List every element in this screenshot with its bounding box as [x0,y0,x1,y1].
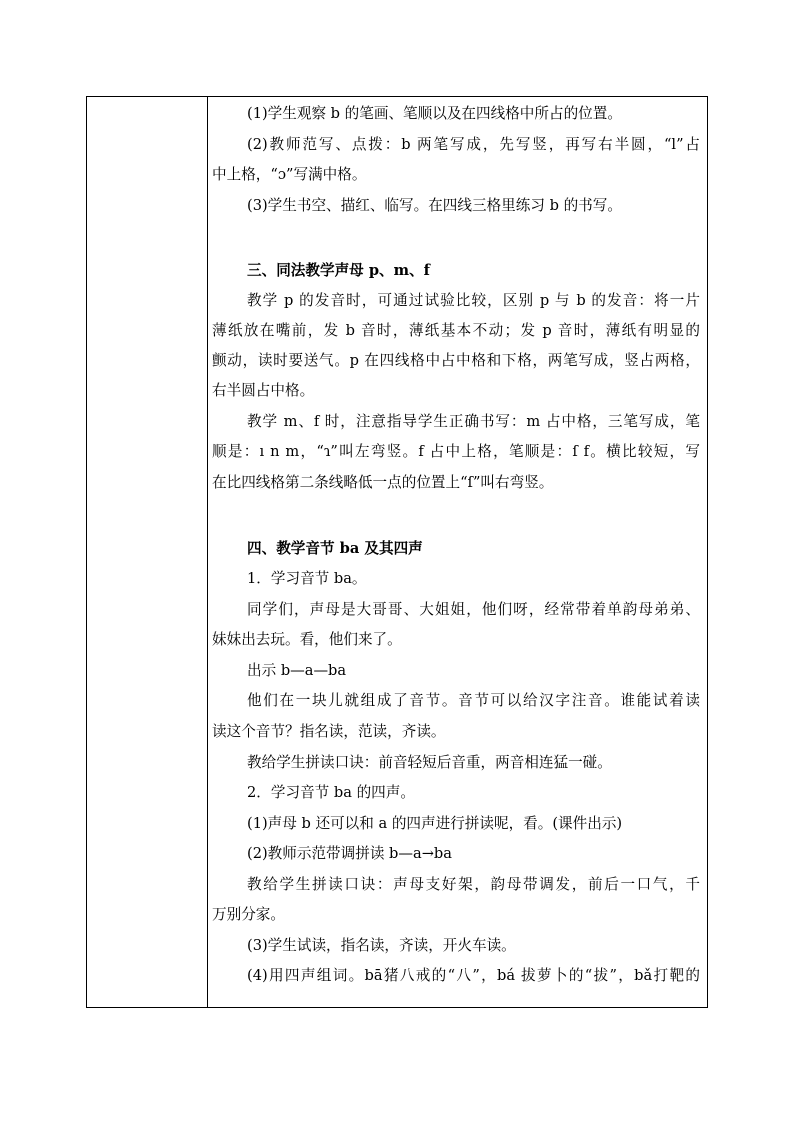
subsection-1-title: 1．学习音节 ba。 [247,570,367,587]
tones-step-4: (4)用四声组词。bā猪八戒的“八”，bá 拔萝卜的“拔”，bǎ打靶的 [247,967,700,984]
reading-rhyme-2-line2: 万别分家。 [212,906,285,923]
intro-line2: 妹妹出去玩。看，他们来了。 [212,631,402,648]
mf-teaching-line2: 顺是：ı n m，“ɿ”叫左弯竖。f 占中上格，笔顺是：ſ f。横比较短，写 [212,443,700,460]
tones-step-1: (1)声母 b 还可以和 a 的四声进行拼读呢，看。(课件出示) [247,815,623,832]
step-2-demo-line1: (2)教师范写、点拨：b 两笔写成，先写竖，再写右半圆，“l”占 [247,136,700,153]
intro-line1: 同学们，声母是大哥哥、大姐姐，他们呀，经常带着单韵母弟弟、 [247,601,700,618]
step-1-observe: (1)学生观察 b 的笔画、笔顺以及在四线格中所占的位置。 [247,105,622,122]
syllable-explain-line1: 他们在一块儿就组成了音节。音节可以给汉字注音。谁能试着读 [247,692,700,709]
p-teaching-line1: 教学 p 的发音时，可通过试验比较，区别 p 与 b 的发音：将一片 [247,292,700,309]
p-teaching-line2: 薄纸放在嘴前，发 b 音时，薄纸基本不动；发 p 音时，薄纸有明显的 [212,322,700,339]
tones-step-3: (3)学生试读，指名读，齐读，开火车读。 [247,937,516,954]
step-3-practice: (3)学生书空、描红、临写。在四线三格里练习 b 的书写。 [247,197,622,214]
section-4-heading: 四、教学音节 ba 及其四声 [247,540,423,557]
tones-step-2: (2)教师示范带调拼读 b—a→ba [247,845,452,862]
show-syllable: 出示 b—a—ba [247,662,347,679]
p-teaching-line3: 颤动，读时要送气。p 在四线格中占中格和下格，两笔写成，竖占两格， [212,352,700,369]
p-teaching-line4: 右半圆占中格。 [212,382,315,399]
reading-rhyme-2-line1: 教给学生拼读口诀：声母支好架，韵母带调发，前后一口气，千 [247,876,700,893]
section-3-heading: 三、同法教学声母 p、m、f [247,262,430,279]
subsection-2-title: 2．学习音节 ba 的四声。 [247,784,415,801]
column-divider [207,96,208,1008]
step-2-demo-line2: 中上格，“ɔ”写满中格。 [212,166,367,183]
mf-teaching-line1: 教学 m、f 时，注意指导学生正确书写：m 占中格，三笔写成，笔 [247,413,700,430]
mf-teaching-line3: 在比四线格第二条线略低一点的位置上“ſ”叫右弯竖。 [212,474,554,491]
syllable-explain-line2: 读这个音节？指名读，范读，齐读。 [212,723,446,740]
reading-rhyme-1: 教给学生拼读口诀：前音轻短后音重，两音相连猛一碰。 [247,754,612,771]
